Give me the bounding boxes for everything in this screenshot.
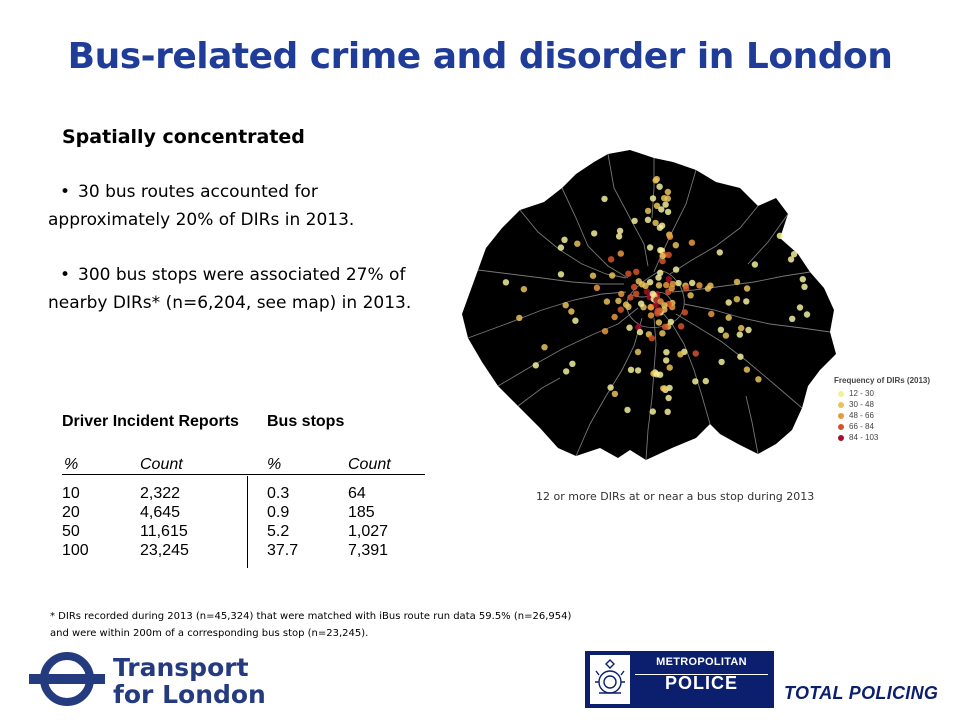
dir-point bbox=[726, 299, 732, 305]
dir-point bbox=[616, 233, 622, 239]
dir-point bbox=[618, 250, 624, 256]
dir-point bbox=[594, 285, 600, 291]
dir-point bbox=[755, 376, 761, 382]
dir-point bbox=[743, 298, 749, 304]
bullet-marker: • bbox=[60, 182, 71, 202]
dir-point bbox=[516, 315, 522, 321]
dir-point bbox=[659, 330, 665, 336]
map-legend bbox=[834, 376, 954, 443]
dir-point bbox=[648, 312, 654, 318]
dir-point bbox=[612, 391, 618, 397]
dir-point bbox=[788, 256, 794, 262]
dir-point bbox=[607, 384, 613, 390]
dir-point bbox=[662, 201, 668, 207]
dir-point bbox=[654, 176, 660, 182]
dir-point bbox=[804, 311, 810, 317]
dir-point bbox=[650, 408, 656, 414]
legend-item bbox=[834, 388, 954, 399]
dir-point bbox=[797, 304, 803, 310]
dir-point bbox=[635, 349, 641, 355]
dir-point bbox=[667, 364, 673, 370]
dir-point bbox=[563, 302, 569, 308]
dir-point bbox=[604, 298, 610, 304]
dir-point bbox=[718, 359, 724, 365]
legend-item bbox=[834, 410, 954, 421]
legend-swatch bbox=[838, 402, 844, 408]
table-cell: 100 bbox=[62, 542, 89, 559]
dir-point bbox=[745, 327, 751, 333]
table-cell: 0.9 bbox=[267, 504, 290, 521]
footnote-line: * DIRs recorded during 2013 (n=45,324) that were matched with iBus route run data 59.5% (n=26,954) bbox=[50, 611, 572, 622]
dir-point bbox=[693, 350, 699, 356]
dir-point bbox=[652, 220, 658, 226]
table-cell: 7,391 bbox=[348, 542, 389, 559]
tfl-roundel-icon bbox=[28, 650, 106, 712]
table-subheader: Count bbox=[348, 456, 391, 473]
dir-point bbox=[673, 266, 679, 272]
dir-point bbox=[663, 349, 669, 355]
dir-point bbox=[650, 195, 656, 201]
dir-point bbox=[644, 289, 650, 295]
dir-point bbox=[615, 298, 621, 304]
dir-point bbox=[667, 234, 673, 240]
dir-point bbox=[602, 328, 608, 334]
dir-point bbox=[705, 285, 711, 291]
dir-point bbox=[631, 284, 637, 290]
dir-point bbox=[656, 282, 662, 288]
dir-point bbox=[521, 286, 527, 292]
dir-point bbox=[738, 325, 744, 331]
tfl-wordmark-line2: for London bbox=[113, 680, 266, 709]
dir-point bbox=[662, 324, 668, 330]
dir-point bbox=[689, 240, 695, 246]
table-subheader: % bbox=[64, 456, 79, 473]
table-cell: 20 bbox=[62, 504, 80, 521]
met-crest-icon bbox=[590, 655, 630, 704]
legend-swatch bbox=[838, 424, 844, 430]
dir-point bbox=[635, 367, 641, 373]
section-subheading: Spatially concentrated bbox=[62, 126, 305, 148]
dir-point bbox=[717, 249, 723, 255]
dir-point bbox=[623, 301, 629, 307]
table-cell: 23,245 bbox=[140, 542, 189, 559]
table-cell: 4,645 bbox=[140, 504, 181, 521]
table-cell: 0.3 bbox=[267, 485, 290, 502]
dir-point bbox=[737, 354, 743, 360]
dir-point bbox=[673, 242, 679, 248]
dir-point bbox=[663, 357, 669, 363]
dir-point bbox=[624, 407, 630, 413]
dir-point bbox=[752, 261, 758, 267]
dir-point bbox=[561, 237, 567, 243]
dir-point bbox=[608, 256, 614, 262]
dir-point bbox=[568, 308, 574, 314]
dir-point bbox=[718, 327, 724, 333]
dir-point bbox=[683, 285, 689, 291]
table-header-rule bbox=[62, 474, 425, 475]
bullet-text: 300 bus stops were associated 27% of nearby DIRs* (n=6,204, see map) in 2013. bbox=[48, 265, 412, 313]
map-caption: 12 or more DIRs at or near a bus stop during 2013 bbox=[536, 490, 815, 503]
dir-point bbox=[637, 329, 643, 335]
table-cell: 50 bbox=[62, 523, 80, 540]
dir-point bbox=[675, 280, 681, 286]
dir-point bbox=[687, 292, 693, 298]
legend-swatch bbox=[838, 435, 844, 441]
dir-point bbox=[541, 344, 547, 350]
dir-point bbox=[658, 206, 664, 212]
dir-point bbox=[734, 296, 740, 302]
table-cell: 64 bbox=[348, 485, 366, 502]
dir-point bbox=[661, 385, 667, 391]
dir-point bbox=[618, 291, 624, 297]
dir-point bbox=[574, 241, 580, 247]
dir-point bbox=[633, 269, 639, 275]
dir-point bbox=[503, 279, 509, 285]
table-group-header-bus-stops: Bus stops bbox=[267, 413, 345, 430]
dir-point bbox=[665, 189, 671, 195]
table-cell: 185 bbox=[348, 504, 375, 521]
dir-point bbox=[533, 362, 539, 368]
slide-title: Bus-related crime and disorder in London bbox=[67, 36, 893, 77]
bullet-marker: • bbox=[60, 265, 71, 285]
legend-label: 48 - 66 bbox=[849, 411, 874, 420]
table-subheader: Count bbox=[140, 456, 183, 473]
dir-point bbox=[665, 395, 671, 401]
dir-point bbox=[703, 378, 709, 384]
dir-point bbox=[689, 280, 695, 286]
dir-point bbox=[590, 273, 596, 279]
dir-point bbox=[663, 282, 669, 288]
met-wordmark bbox=[635, 656, 768, 694]
dir-point bbox=[657, 298, 663, 304]
table-cell: 10 bbox=[62, 485, 80, 502]
legend-label: 30 - 48 bbox=[849, 400, 874, 409]
bullet-routes bbox=[48, 178, 438, 234]
dir-point bbox=[626, 325, 632, 331]
dir-point bbox=[737, 331, 743, 337]
london-map-svg bbox=[458, 148, 842, 478]
dir-point bbox=[558, 271, 564, 277]
legend-title: Frequency of DIRs (2013) bbox=[834, 376, 931, 385]
dir-point bbox=[744, 366, 750, 372]
footnote-line: and were within 200m of a corresponding bus stop (n=23,245). bbox=[50, 628, 369, 639]
met-police-logo bbox=[585, 651, 774, 708]
dir-point bbox=[609, 272, 615, 278]
dir-point bbox=[777, 233, 783, 239]
dir-point bbox=[744, 285, 750, 291]
dir-point bbox=[789, 316, 795, 322]
dir-point bbox=[569, 361, 575, 367]
table-cell: 5.2 bbox=[267, 523, 290, 540]
dir-point bbox=[633, 291, 639, 297]
dir-point bbox=[800, 276, 806, 282]
legend-item bbox=[834, 432, 954, 443]
legend-label: 66 - 84 bbox=[849, 422, 874, 431]
tfl-wordmark-line1: Transport bbox=[113, 653, 249, 682]
tfl-wordmark bbox=[113, 654, 266, 708]
dir-point bbox=[723, 332, 729, 338]
dir-point bbox=[645, 208, 651, 214]
table-cell: 1,027 bbox=[348, 523, 389, 540]
london-dir-map bbox=[458, 148, 842, 478]
table-cell: 2,322 bbox=[140, 485, 181, 502]
dir-point bbox=[656, 184, 662, 190]
total-policing-tagline: TOTAL POLICING bbox=[784, 683, 939, 703]
legend-item bbox=[834, 421, 954, 432]
dir-point bbox=[617, 228, 623, 234]
table-subheader: % bbox=[267, 456, 282, 473]
dir-point bbox=[659, 253, 665, 259]
dir-point bbox=[678, 323, 684, 329]
met-line2: POLICE bbox=[664, 673, 738, 693]
dir-point bbox=[665, 209, 671, 215]
dir-point bbox=[647, 304, 653, 310]
dir-point bbox=[639, 281, 645, 287]
legend-item bbox=[834, 399, 954, 410]
dir-point bbox=[659, 223, 665, 229]
legend-swatch bbox=[838, 391, 844, 397]
dir-point bbox=[665, 409, 671, 415]
dir-point bbox=[649, 335, 655, 341]
met-line1: METROPOLITAN bbox=[656, 656, 747, 668]
dir-point bbox=[625, 271, 631, 277]
dir-point bbox=[656, 307, 662, 313]
table-column-divider bbox=[247, 476, 248, 568]
dir-point bbox=[628, 367, 634, 373]
bullet-stops bbox=[48, 261, 438, 317]
legend-label: 84 - 103 bbox=[849, 433, 879, 442]
dir-point bbox=[601, 196, 607, 202]
dir-point bbox=[563, 368, 569, 374]
dir-point bbox=[627, 294, 633, 300]
dir-point bbox=[734, 279, 740, 285]
dir-point bbox=[692, 378, 698, 384]
bullet-text: 30 bus routes accounted for approximately 20% of DIRs in 2013. bbox=[48, 182, 355, 230]
dir-point bbox=[572, 318, 578, 324]
dir-point bbox=[558, 244, 564, 250]
table-group-header-dirs: Driver Incident Reports bbox=[62, 413, 239, 430]
dir-point bbox=[665, 195, 671, 201]
dir-point bbox=[726, 315, 732, 321]
table-cell: 11,615 bbox=[140, 523, 188, 540]
dir-point bbox=[682, 309, 688, 315]
dir-point bbox=[801, 284, 807, 290]
dir-point bbox=[708, 311, 714, 317]
dir-point bbox=[655, 274, 661, 280]
dir-point bbox=[611, 314, 617, 320]
dir-point bbox=[650, 291, 656, 297]
legend-label: 12 - 30 bbox=[849, 389, 874, 398]
dir-point bbox=[591, 230, 597, 236]
legend-swatch bbox=[838, 413, 844, 419]
dir-point bbox=[656, 319, 662, 325]
dir-point bbox=[618, 307, 624, 313]
table-cell: 37.7 bbox=[267, 542, 299, 559]
dir-point bbox=[631, 218, 637, 224]
dir-point bbox=[670, 281, 676, 287]
dir-point bbox=[645, 217, 651, 223]
dir-point bbox=[677, 351, 683, 357]
dir-point bbox=[696, 282, 702, 288]
dir-point bbox=[647, 244, 653, 250]
footnote bbox=[50, 608, 630, 642]
dir-point bbox=[638, 301, 644, 307]
dir-point bbox=[654, 371, 660, 377]
